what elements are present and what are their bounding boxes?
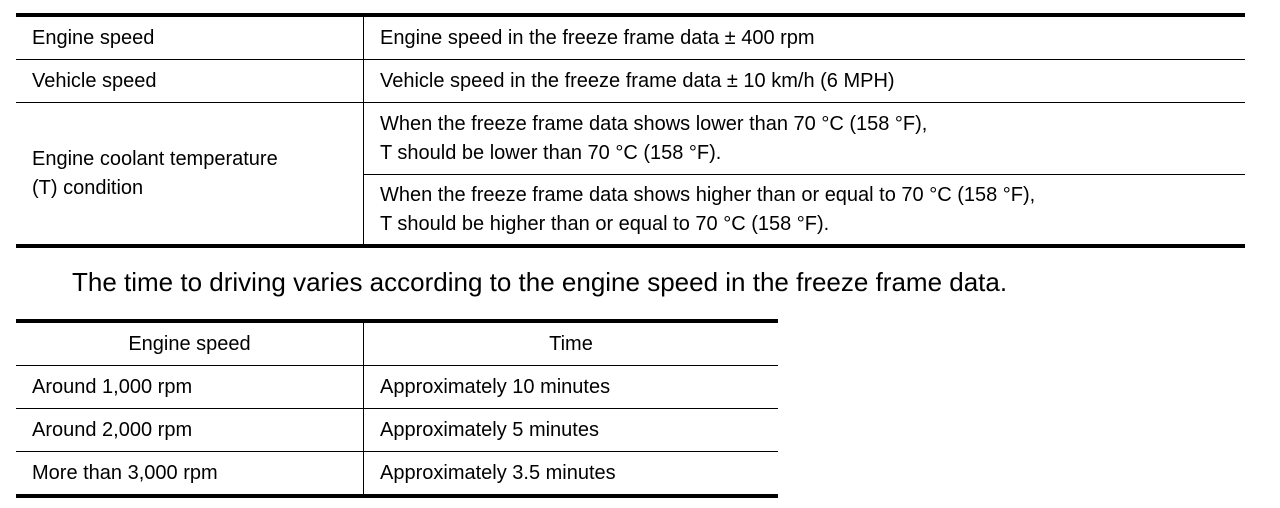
coolant-case-line: T should be higher than or equal to 70 °C (158 °F). bbox=[380, 212, 830, 235]
coolant-label-line: Engine coolant temperature bbox=[32, 147, 278, 170]
coolant-case-line: T should be lower than 70 °C (158 °F). bbox=[380, 141, 722, 164]
coolant-condition-label bbox=[16, 103, 364, 247]
table-row bbox=[16, 60, 1245, 103]
engine-speed-cell: Around 1,000 rpm bbox=[16, 366, 364, 409]
coolant-case-low bbox=[364, 103, 1246, 175]
coolant-case-line: When the freeze frame data shows lower than 70 °C (158 °F), bbox=[380, 112, 928, 135]
table-header-row bbox=[16, 321, 778, 366]
driving-time-note: The time to driving varies according to the engine speed in the freeze frame data. bbox=[72, 267, 1008, 297]
coolant-case-high bbox=[364, 175, 1246, 247]
coolant-label-line: (T) condition bbox=[32, 176, 144, 199]
driving-time-table bbox=[16, 319, 778, 498]
time-cell: Approximately 3.5 minutes bbox=[380, 461, 616, 484]
table-row bbox=[16, 452, 778, 497]
engine-speed-cell: More than 3,000 rpm bbox=[16, 452, 364, 497]
condition-label: Vehicle speed bbox=[16, 60, 364, 103]
time-cell: Approximately 10 minutes bbox=[364, 366, 779, 409]
freeze-frame-conditions-table bbox=[16, 13, 1245, 248]
engine-speed-cell: Around 2,000 rpm bbox=[16, 409, 364, 452]
table-row bbox=[16, 409, 778, 452]
column-header-engine-speed: Engine speed bbox=[16, 321, 364, 366]
table-row bbox=[16, 15, 1245, 60]
coolant-case-line: When the freeze frame data shows higher than or equal to 70 °C (158 °F), bbox=[380, 183, 1036, 206]
condition-label: Engine speed bbox=[16, 15, 364, 60]
table-row bbox=[16, 366, 778, 409]
table-row bbox=[16, 103, 1245, 175]
condition-value: Vehicle speed in the freeze frame data ± 10 km/h (6 MPH) bbox=[364, 60, 1246, 103]
time-cell: Approximately 5 minutes bbox=[364, 409, 779, 452]
column-header-time: Time bbox=[364, 321, 779, 366]
condition-value: Engine speed in the freeze frame data ± 400 rpm bbox=[364, 15, 1246, 60]
